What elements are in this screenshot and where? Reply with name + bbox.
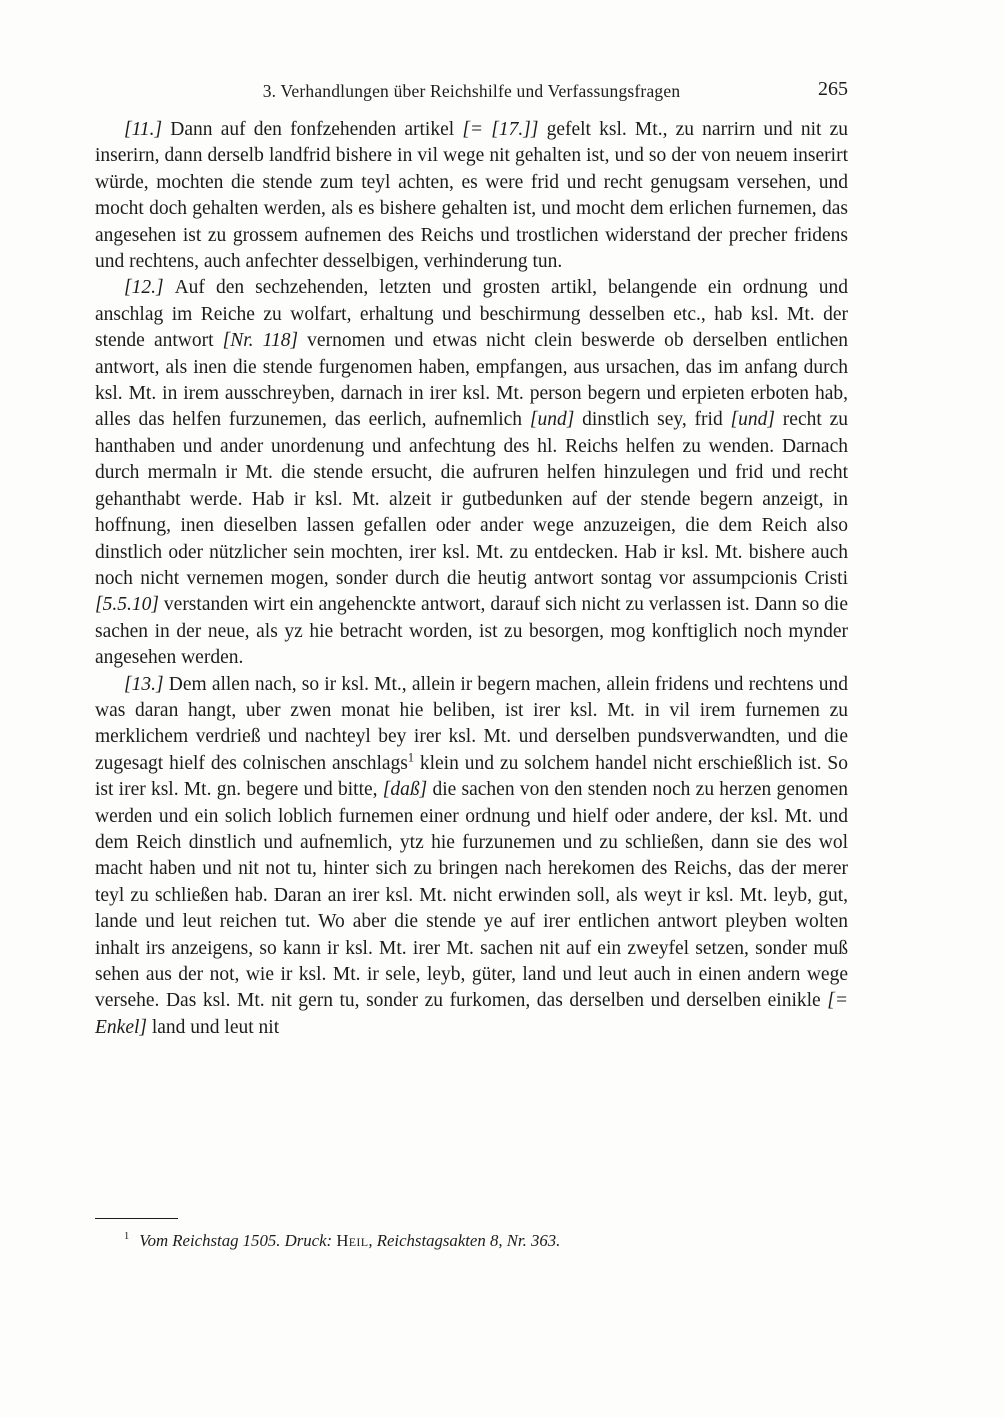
text-run: [und]	[529, 409, 575, 431]
footnote-separator	[95, 1218, 178, 1219]
running-head	[95, 78, 848, 102]
paragraph	[95, 672, 848, 1042]
text-run: klein und zu solchem handel nicht erschießlich ist. So ist irer ksl. Mt. gn. begere und bitte,	[95, 752, 848, 801]
text-run: vernomen und etwas nicht clein beswerde ob derselben entlichen antwort, als inen die stende furgenomen haben, empfangen, aus ursachen, das im anfang durch ksl. Mt. in irem ausschreyben, darnach in irer ksl. Mt. person begern und erpieten erboten hab, alles das helfen furzunemen, das eerlich, aufnemlich	[95, 330, 848, 431]
text-run: Dann auf den fonfzehenden artikel	[170, 119, 463, 140]
text-run: [13.]	[124, 673, 169, 695]
footnote-area	[95, 1218, 848, 1252]
text-run: Auf den sechzehenden, letzten und grosten artikl, belangende ein ordnung und anschlag im Reiche zu wolfart, erhaltung und beschirmung desselben etc., hab ksl. Mt. der stende antwort	[95, 277, 848, 352]
text-run: Heil	[336, 1231, 369, 1250]
text-run: recht zu hanthaben und ander unordenung und anfechtung des hl. Reichs helfen zu wenden. Darnach durch mermaln ir Mt. die stende ersucht, die aufruren helfen hinzulegen und frid und recht gehanthabt werde. Hab ir ksl. Mt. alzeit ir gutbedunken auf der stende begern anzeigt, in hoffnung, inen dieselben lassen gefallen oder ander wege anzuzeigen, die dem Reich also dinstlich oder nützlicher sein mochten, irer ksl. Mt. zu entdecken. Hab ir ksl. Mt. bishere auch noch nicht vernemen mogen, sonder durch die heutig antwort sontag vor assumpcionis Cristi	[95, 409, 848, 589]
footnote-reference: 1	[124, 1231, 130, 1243]
paragraph	[95, 117, 848, 275]
page-number: 265	[818, 78, 848, 100]
running-head-title: 3. Verhandlungen über Reichshilfe und Verfassungsfragen	[262, 81, 681, 101]
text-run: gefelt ksl. Mt., zu narrirn und nit zu inserirn, dann derselb landfrid bishere in vil wege nit gehalten ist, und so der von neuem inserirt würde, mochten die stende zum teyl achten, es were frid und recht genugsam versehen, und mocht doch gehalten werden, als es bishere gehalten ist, und mocht dem erlichen furnemen, das angesehen ist zu grossem aufnemen des Reichs und trostlichen widerstand der precher fridens und rechtens, auch anfechter desselbigen, verhinderung tun.	[95, 119, 848, 273]
text-run: Vom Reichstag 1505. Druck:	[139, 1231, 337, 1250]
text-run: [= Enkel]	[95, 990, 848, 1038]
text-run: die sachen von den stenden noch zu herzen genomen werden und ein solich loblich furnemen einer ordnung und hielf oder andere, der ksl. Mt. und dem Reich dinstlich und aufnemlich, ytz hie furzunemen und zu schließen, dann sie des wol macht haben und nit not tu, hinter sich zu bringen nach herekomen des Reichs, das der merer teyl zu schließen hab. Daran an irer ksl. Mt. nicht erwinden soll, als weyt ir ksl. Mt. leyb, gut, lande und leut reichen tut. Wo aber die stende ye auf irer entlichen antwort pleyben wolten inhalt irs anzeigens, so kann ir ksl. Mt. irer Mt. sachen nit auf ein zweyfel setzen, sonder muß sehen aus der not, wie ir ksl. Mt. ir sele, leyb, güter, land und leut auch in einen andern wege versehe. Das ksl. Mt. nit gern tu, sonder zu furkomen, das derselben und derselben einikle	[95, 779, 848, 1012]
text-run: dinstlich sey, frid	[574, 409, 731, 431]
text-run: , Reichstagsakten 8, Nr. 363.	[368, 1231, 561, 1250]
main-text-block	[95, 117, 848, 1041]
paragraph	[95, 275, 848, 671]
footnote	[95, 1230, 848, 1252]
text-run: [daß]	[382, 779, 428, 801]
text-run: [11.]	[124, 119, 171, 140]
text-run: [und]	[730, 409, 775, 431]
footnote-reference: 1	[407, 750, 414, 765]
text-run: verstanden wirt ein angehenckte antwort, darauf sich nicht zu verlassen ist. Dann so die sachen in der neue, als yz hie betracht worden, ist zu besorgen, mog konftiglich noch mynder angesehen werden.	[95, 594, 848, 669]
text-run: land und leut nit	[146, 1016, 280, 1038]
text-run: [5.5.10]	[95, 594, 159, 616]
text-run: Dem allen nach, so ir ksl. Mt., allein ir begern machen, allein fridens und rechtens und was daran hangt, uber zwen monat hie beliben, ist irer ksl. Mt. in vil irem furnemen zu merklichem verdrieß und nachteyl bey irer ksl. Mt. und derselben pundsverwandten, und die zugesagt hielf des colnischen anschlags	[95, 673, 848, 774]
text-run: [= [17.]]	[462, 119, 539, 140]
text-run: [Nr. 118]	[222, 330, 299, 352]
text-run: [12.]	[124, 277, 175, 299]
